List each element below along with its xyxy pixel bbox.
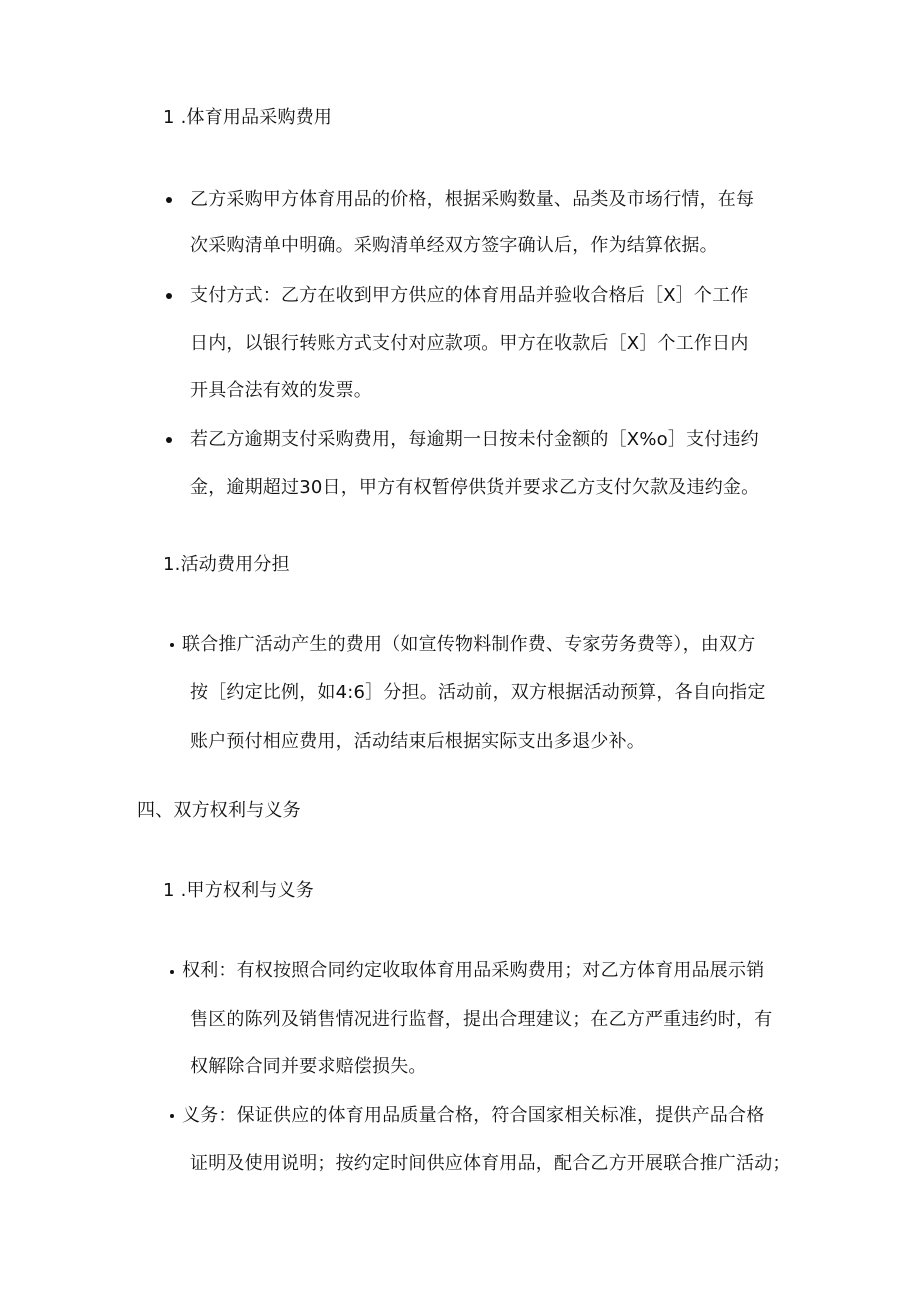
paragraph-line: 证明及使用说明；按约定时间供应体育用品，配合乙方开展联合推广活动；: [190, 1153, 791, 1174]
paragraph-line: 联合推广活动产生的费用（如宣传物料制作费、专家劳务费等），由双方: [182, 634, 756, 655]
paragraph-line: 权利：有权按照合同约定收取体育用品采购费用；对乙方体育用品展示销: [182, 960, 765, 981]
section-heading-party-a: 1 .甲方权利与义务: [163, 880, 314, 901]
section-heading-purchase-fees: 1 .体育用品采购费用: [163, 107, 333, 128]
chapter-heading-rights-obligations: 四、双方权利与义务: [137, 800, 301, 821]
section-heading-activity-cost: 1.活动费用分担: [163, 554, 290, 575]
paragraph-line: 权解除合同并要求赔偿损失。: [190, 1056, 427, 1077]
paragraph-line: 乙方采购甲方体育用品的价格，根据采购数量、品类及市场行情，在每: [190, 189, 755, 210]
paragraph-line: 售区的陈列及销售情况进行监督，提出合理建议；在乙方严重违约时，有: [190, 1009, 773, 1030]
bullet-icon: [166, 293, 172, 299]
paragraph-line: 金，逾期超过30日，甲方有权暂停供货并要求乙方支付欠款及违约金。: [190, 477, 760, 498]
bullet-icon: [170, 1114, 174, 1118]
paragraph-line: 开具合法有效的发票。: [190, 380, 372, 401]
paragraph-line: 按［约定比例，如4:6］分担。活动前，双方根据活动预算，各自向指定: [190, 682, 766, 703]
paragraph-line: 支付方式：乙方在收到甲方供应的体育用品并验收合格后［X］个工作: [190, 285, 749, 306]
paragraph-line: 次采购清单中明确。采购清单经双方签字确认后，作为结算依据。: [190, 235, 718, 256]
bullet-icon: [170, 970, 174, 974]
bullet-icon: [166, 197, 172, 203]
paragraph-line: 日内，以银行转账方式支付对应款项。甲方在收款后［X］个工作日内: [190, 333, 749, 354]
paragraph-line: 账户预付相应费用，活动结束后根据实际支出多退少补。: [190, 731, 645, 752]
paragraph-line: 若乙方逾期支付采购费用，每逾期一日按未付金额的［X%o］支付违约: [190, 429, 759, 450]
bullet-icon: [170, 643, 174, 647]
paragraph-line: 义务：保证供应的体育用品质量合格，符合国家相关标准，提供产品合格: [182, 1105, 765, 1126]
bullet-icon: [166, 437, 172, 443]
